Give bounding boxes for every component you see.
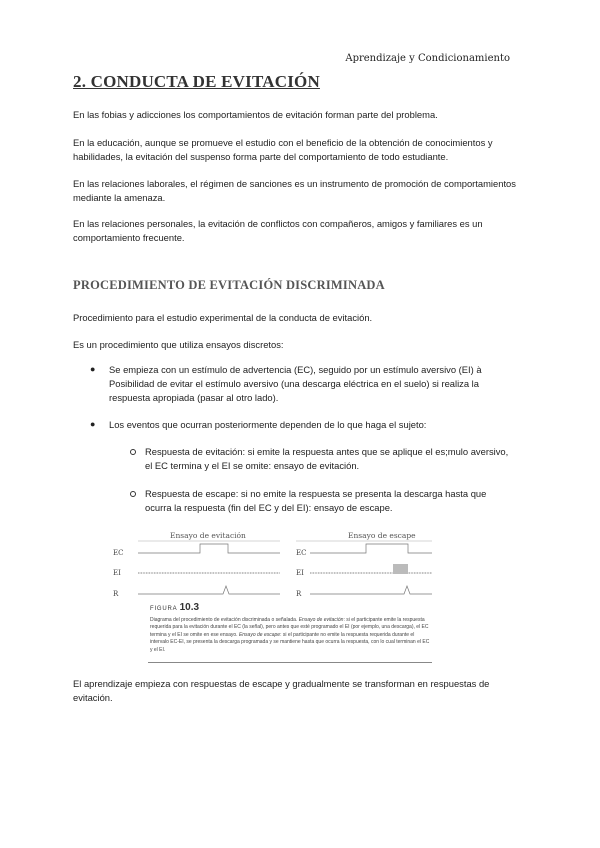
right-ec-trace: [310, 544, 432, 553]
closing-paragraph: El aprendizaje empieza con respuestas de escape y gradualmente se transforman en respuestas de evitación.: [73, 678, 490, 703]
subbullet-1: Respuesta de evitación: si emite la respuesta antes que se aplique el es;mulo aversivo, el EC termina y el EI se omite: ensayo de evitación.: [145, 446, 509, 471]
bullet-dot-2: ●: [90, 419, 96, 429]
subbullet-2: Respuesta de escape: si no emite la respuesta se presenta la descarga hasta que ocurra la respuesta (fin del EC y del EI): ensayo de escape.: [145, 488, 487, 513]
row-label-ei-right: EI: [296, 569, 304, 577]
bullet-2: Los eventos que ocurran posteriormente dependen de lo que haga el sujeto:: [109, 419, 427, 430]
figure-label-word: FIGURA: [150, 606, 178, 612]
intro-procedimiento: Procedimiento para el estudio experimental de la conducta de evitación.: [73, 312, 373, 323]
header-note: Aprendizaje y Condicionamiento: [345, 53, 510, 64]
right-r-trace: [310, 586, 432, 594]
right-ei-shock: [393, 564, 408, 574]
intro-ensayos: Es un procedimiento que utiliza ensayos discretos:: [73, 339, 284, 350]
row-label-ei-left: EI: [113, 569, 121, 577]
paragraph-educacion: En la educación, aunque se promueve el estudio con el beneficio de la obtención de conocimientos y habilidades, la evitación del suspenso forma parte del comportamiento de todo estudiante.: [73, 137, 493, 162]
left-ec-trace: [138, 544, 280, 553]
row-label-r-left: R: [113, 590, 119, 598]
figure-caption: Diagrama del procedimiento de evitación discriminada o señalada. Ensayo de evitación: si el participante emite la respuesta requerida para la evitación durante el EC (la señal), pero antes que esté programado el EI (por ejemplo, una descarga), el EC termina y el EI se omite en ese ensayo. Ensayo de escape: si el participante no emite la respuesta requerida durante el intervalo EC-EI, se presenta la descarga programada y se mantiene hasta que ocurra la respuesta, con lo cual terminan el EC y el EI.: [150, 617, 430, 653]
figure-label: [150, 602, 199, 613]
left-trial-title: Ensayo de evitación: [170, 531, 246, 540]
bullet-dot-1: ●: [90, 364, 96, 374]
subbullet-ring-2: [130, 491, 136, 497]
section-title: 2. CONDUCTA DE EVITACIÓN: [73, 72, 320, 91]
subsection-title: PROCEDIMIENTO DE EVITACIÓN DISCRIMINADA: [73, 278, 385, 292]
paragraph-personales: En las relaciones personales, la evitación de conflictos con compañeros, amigos y familiares es un comportamiento frecuente.: [73, 218, 483, 243]
figure-number: 10.3: [179, 602, 200, 613]
paragraph-fobias: En las fobias y adicciones los comportamientos de evitación forman parte del problema.: [73, 109, 438, 120]
figure-bottom-rule: [148, 662, 432, 663]
right-trial-title: Ensayo de escape: [348, 531, 416, 540]
paragraph-laborales: En las relaciones laborales, el régimen de sanciones es un instrumento de promoción de comportamientos mediante la amenaza.: [73, 178, 516, 203]
bullet-1: Se empieza con un estímulo de advertencia (EC), seguido por un estímulo aversivo (EI) à Posibilidad de evitar el estímulo aversivo (una descarga eléctrica en el suelo) si realiza la respuesta apropiada (pasar al otro lado).: [109, 364, 482, 403]
row-label-ec-right: EC: [296, 549, 307, 557]
subbullet-ring-1: [130, 449, 136, 455]
left-r-trace: [138, 586, 280, 594]
row-label-r-right: R: [296, 590, 302, 598]
row-label-ec-left: EC: [113, 549, 124, 557]
